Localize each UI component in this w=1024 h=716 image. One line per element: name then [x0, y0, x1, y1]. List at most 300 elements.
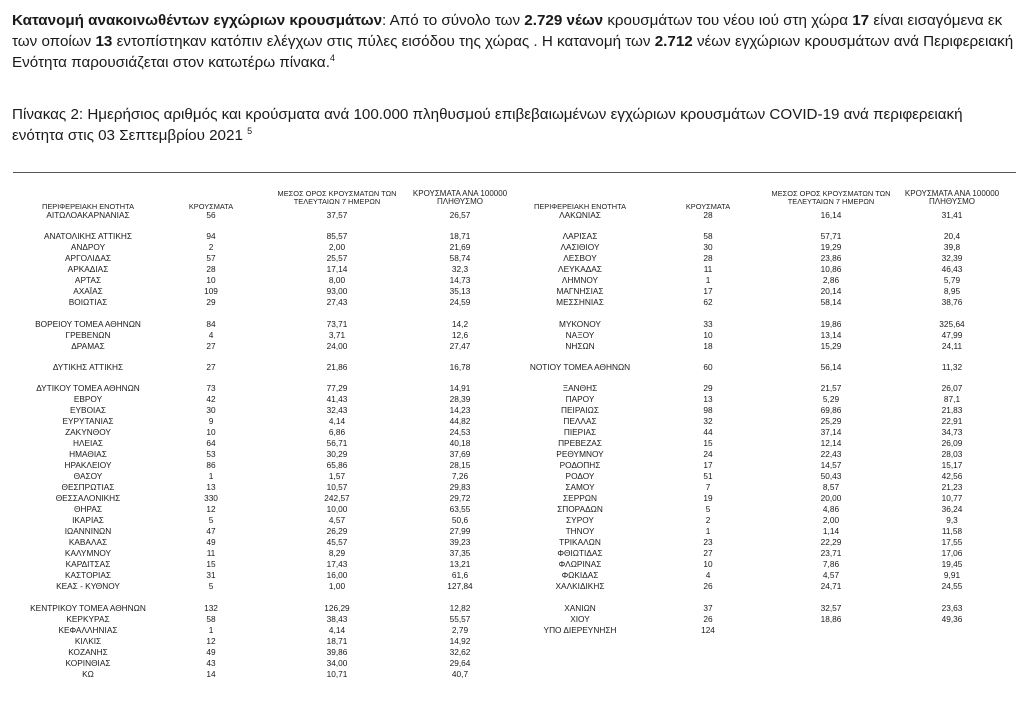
- header-left-region: ΠΕΡΙΦΕΡΕΙΑΚΗ ΕΝΟΤΗΤΑ: [42, 202, 134, 211]
- left-per100k-cell: 27,47: [449, 340, 471, 351]
- right-region-cell: ΦΩΚΙΔΑΣ: [561, 570, 599, 581]
- left-avg7-cell: 17,14: [326, 264, 348, 275]
- left-per100k-cell: 37,69: [449, 449, 471, 460]
- left-cases-cell: 29: [206, 297, 216, 308]
- left-avg7-cell: 10,00: [326, 504, 348, 515]
- right-region-cell: ΥΠΟ ΔΙΕΡΕΥΝΗΣΗ: [543, 624, 617, 635]
- left-region-cell: ΚΑΛΥΜΝΟΥ: [64, 548, 112, 559]
- right-per100k-cell: 28,03: [941, 449, 963, 460]
- right-per100k-cell: 34,73: [941, 427, 963, 438]
- left-per100k-cell: 40,18: [449, 438, 471, 449]
- left-per100k-cell: 29,72: [449, 493, 471, 504]
- right-avg7-cell: 37,14: [820, 427, 842, 438]
- left-cases-cell: 86: [206, 460, 216, 471]
- right-avg7-cell: 4,57: [822, 570, 840, 581]
- right-per100k-cell: 19,45: [941, 559, 963, 570]
- right-region-cell: ΠΡΕΒΕΖΑΣ: [558, 438, 602, 449]
- right-per100k-cell: 9,3: [946, 515, 958, 526]
- left-per100k-cell: 55,57: [449, 613, 471, 624]
- left-per100k-cell: 24,53: [449, 427, 471, 438]
- right-avg7-cell: 20,00: [820, 493, 842, 504]
- intro-text-2: κρουσμάτων του νέου ιού στη χώρα: [603, 12, 853, 29]
- right-per100k-cell: 8,95: [943, 286, 961, 297]
- left-per100k-cell: 12,82: [449, 602, 471, 613]
- left-region-cell: ΗΜΑΘΙΑΣ: [69, 449, 107, 460]
- left-avg7-cell: 3,71: [328, 329, 346, 340]
- right-per100k-cell: 9,91: [943, 570, 961, 581]
- intro-paragraph: [12, 10, 1016, 73]
- left-cases-cell: 1: [208, 471, 214, 482]
- left-avg7-cell: 17,43: [326, 559, 348, 570]
- left-region-cell: ΚΟΡΙΝΘΙΑΣ: [65, 657, 111, 668]
- right-region-cell: ΤΗΝΟΥ: [565, 526, 595, 537]
- left-region-cell: ΒΟΙΩΤΙΑΣ: [68, 297, 108, 308]
- intro-local-count: 2.712: [654, 33, 693, 50]
- right-cases-cell: 28: [703, 253, 713, 264]
- right-avg7-cell: 57,71: [820, 231, 842, 242]
- left-region-cell: ΑΙΤΩΛΟΑΚΑΡΝΑΝΙΑΣ: [46, 210, 130, 220]
- right-per100k-cell: 11,32: [941, 361, 963, 372]
- table-caption: [12, 104, 1016, 146]
- left-per100k-cell: 127,84: [447, 581, 473, 592]
- left-cases-cell: 28: [206, 264, 216, 275]
- left-per100k-cell: 58,74: [449, 253, 471, 264]
- right-cases-cell: 13: [703, 394, 713, 405]
- left-avg7-cell: 4,14: [328, 416, 346, 427]
- right-avg7-cell: 15,29: [820, 340, 842, 351]
- left-avg7-cell: 8,00: [328, 275, 346, 286]
- left-per100k-cell: 14,91: [449, 383, 471, 394]
- left-avg7-cell: 4,57: [328, 515, 346, 526]
- left-per100k-cell: 2,79: [451, 624, 469, 635]
- left-cases-cell: 49: [206, 537, 216, 548]
- right-cases-cell: 17: [703, 286, 713, 297]
- right-per100k-cell: 22,91: [941, 416, 963, 427]
- right-avg7-cell: 10,86: [820, 264, 842, 275]
- left-per100k-cell: 29,83: [449, 482, 471, 493]
- right-avg7-cell: 4,86: [822, 504, 840, 515]
- right-region-cell: ΣΕΡΡΩΝ: [563, 493, 597, 504]
- right-cases-cell: 124: [701, 624, 715, 635]
- right-cases-cell: 18: [703, 340, 713, 351]
- left-per100k-cell: 27,99: [449, 526, 471, 537]
- left-region-cell: ΚΑΒΑΛΑΣ: [68, 537, 108, 548]
- left-per100k-cell: 32,62: [449, 646, 471, 657]
- right-per100k-cell: 87,1: [943, 394, 961, 405]
- left-region-cell: ΚΙΛΚΙΣ: [74, 635, 102, 646]
- right-per100k-cell: 23,63: [941, 602, 963, 613]
- right-cases-cell: 19: [703, 493, 713, 504]
- right-avg7-cell: 24,71: [820, 581, 842, 592]
- left-cases-cell: 2: [208, 242, 214, 253]
- left-per100k-cell: 14,2: [451, 318, 469, 329]
- left-per100k-cell: 7,26: [451, 471, 469, 482]
- right-avg7-cell: 16,14: [820, 210, 842, 220]
- left-per100k-cell: 37,35: [449, 548, 471, 559]
- left-per100k-cell: 24,59: [449, 297, 471, 308]
- left-cases-cell: 10: [206, 427, 216, 438]
- left-per100k-cell: 28,39: [449, 394, 471, 405]
- intro-text-4: εντοπίστηκαν κατόπιν ελέγχων στις πύλες εισόδου της χώρας . Η κατανομή των: [112, 33, 655, 50]
- left-avg7-cell: 39,86: [326, 646, 348, 657]
- right-cases-cell: 1: [705, 275, 711, 286]
- right-cases-cell: 27: [703, 548, 713, 559]
- right-cases-cell: 2: [705, 515, 711, 526]
- left-cases-cell: 5: [208, 581, 214, 592]
- right-cases-cell: 51: [703, 471, 713, 482]
- right-avg7-cell: 32,57: [820, 602, 842, 613]
- left-region-cell: ΕΒΡΟΥ: [73, 394, 103, 405]
- right-cases-cell: 62: [703, 297, 713, 308]
- left-cases-cell: 15: [206, 559, 216, 570]
- left-cases-cell: 53: [206, 449, 216, 460]
- right-per100k-cell: 46,43: [941, 264, 963, 275]
- right-cases-cell: 28: [703, 210, 713, 220]
- header-right-per100k: ΚΡΟΥΣΜΑΤΑ ΑΝΑ 100000 ΠΛΗΘΥΣΜΟ: [904, 189, 1000, 207]
- left-region-cell: ΙΩΑΝΝΙΝΩΝ: [64, 526, 112, 537]
- table-top-rule: [13, 172, 1016, 173]
- right-region-cell: ΡΟΔΟΠΗΣ: [559, 460, 601, 471]
- left-region-cell: ΖΑΚΥΝΘΟΥ: [65, 427, 111, 438]
- left-per100k-cell: 35,13: [449, 286, 471, 297]
- left-cases-cell: 132: [204, 602, 218, 613]
- left-cases-cell: 12: [206, 504, 216, 515]
- right-cases-cell: 7: [705, 482, 711, 493]
- right-region-cell: ΧΙΟΥ: [570, 613, 590, 624]
- left-per100k-cell: 28,15: [449, 460, 471, 471]
- header-right-avg7: ΜΕΣΟΣ ΟΡΟΣ ΚΡΟΥΣΜΑΤΩΝ ΤΩΝ ΤΕΛΕΥΤΑΙΩΝ 7 ΗΜΕΡΩΝ: [771, 189, 891, 207]
- right-region-cell: ΦΘΙΩΤΙΔΑΣ: [557, 548, 603, 559]
- left-cases-cell: 31: [206, 570, 216, 581]
- left-cases-cell: 94: [206, 231, 216, 242]
- right-avg7-cell: 56,14: [820, 361, 842, 372]
- left-per100k-cell: 14,73: [449, 275, 471, 286]
- right-region-cell: ΜΑΓΝΗΣΙΑΣ: [556, 286, 604, 297]
- right-region-cell: ΛΕΣΒΟΥ: [563, 253, 597, 264]
- left-region-cell: ΘΑΣΟΥ: [73, 471, 103, 482]
- left-per100k-cell: 26,57: [449, 210, 471, 220]
- right-per100k-cell: 15,17: [941, 460, 963, 471]
- right-region-cell: ΧΑΝΙΩΝ: [564, 602, 596, 613]
- left-region-cell: ΗΡΑΚΛΕΙΟΥ: [64, 460, 112, 471]
- left-avg7-cell: 21,86: [326, 361, 348, 372]
- left-cases-cell: 47: [206, 526, 216, 537]
- left-cases-cell: 11: [206, 548, 216, 559]
- left-region-cell: ΒΟΡΕΙΟΥ ΤΟΜΕΑ ΑΘΗΝΩΝ: [35, 318, 141, 329]
- left-cases-cell: 12: [206, 635, 216, 646]
- right-per100k-cell: 26,09: [941, 438, 963, 449]
- right-cases-cell: 5: [705, 504, 711, 515]
- right-avg7-cell: 21,57: [820, 383, 842, 394]
- left-region-cell: ΘΕΣΣΑΛΟΝΙΚΗΣ: [55, 493, 121, 504]
- right-avg7-cell: 69,86: [820, 405, 842, 416]
- left-region-cell: ΚΕΑΣ - ΚΥΘΝΟΥ: [56, 581, 120, 592]
- left-region-cell: ΚΕΦΑΛΛΗΝΙΑΣ: [58, 624, 118, 635]
- left-region-cell: ΚΩ: [82, 668, 94, 679]
- right-per100k-cell: 38,76: [941, 297, 963, 308]
- header-left-avg7: ΜΕΣΟΣ ΟΡΟΣ ΚΡΟΥΣΜΑΤΩΝ ΤΩΝ ΤΕΛΕΥΤΑΙΩΝ 7 ΗΜΕΡΩΝ: [277, 189, 397, 207]
- right-cases-cell: 30: [703, 242, 713, 253]
- left-avg7-cell: 85,57: [326, 231, 348, 242]
- left-region-cell: ΑΝΑΤΟΛΙΚΗΣ ΑΤΤΙΚΗΣ: [43, 231, 133, 242]
- right-cases-cell: 10: [703, 559, 713, 570]
- left-avg7-cell: 126,29: [324, 602, 350, 613]
- left-cases-cell: 57: [206, 253, 216, 264]
- left-region-cell: ΘΗΡΑΣ: [73, 504, 103, 515]
- left-avg7-cell: 2,00: [328, 242, 346, 253]
- left-per100k-cell: 39,23: [449, 537, 471, 548]
- left-cases-cell: 14: [206, 668, 216, 679]
- header-right-region: ΠΕΡΙΦΕΡΕΙΑΚΗ ΕΝΟΤΗΤΑ: [534, 202, 626, 211]
- left-cases-cell: 84: [206, 318, 216, 329]
- right-per100k-cell: 21,83: [941, 405, 963, 416]
- right-avg7-cell: 2,86: [822, 275, 840, 286]
- right-region-cell: ΜΕΣΣΗΝΙΑΣ: [556, 297, 604, 308]
- left-per100k-cell: 32,3: [451, 264, 469, 275]
- right-cases-cell: 24: [703, 449, 713, 460]
- intro-text-3: είναι εισαγόμενα εκ των οποίων: [12, 12, 1003, 50]
- right-avg7-cell: 23,71: [820, 548, 842, 559]
- left-region-cell: ΑΡΚΑΔΙΑΣ: [67, 264, 109, 275]
- right-region-cell: ΞΑΝΘΗΣ: [562, 383, 598, 394]
- right-per100k-cell: 36,24: [941, 504, 963, 515]
- right-avg7-cell: 18,86: [820, 613, 842, 624]
- right-avg7-cell: 5,29: [822, 394, 840, 405]
- left-cases-cell: 330: [204, 493, 218, 504]
- right-per100k-cell: 17,55: [941, 537, 963, 548]
- left-region-cell: ΚΟΖΑΝΗΣ: [68, 646, 108, 657]
- right-cases-cell: 26: [703, 613, 713, 624]
- right-cases-cell: 60: [703, 361, 713, 372]
- left-per100k-cell: 13,21: [449, 559, 471, 570]
- right-avg7-cell: 7,86: [822, 559, 840, 570]
- left-per100k-cell: 18,71: [449, 231, 471, 242]
- right-avg7-cell: 2,00: [822, 515, 840, 526]
- intro-footnote: 4: [329, 52, 335, 63]
- right-cases-cell: 33: [703, 318, 713, 329]
- left-cases-cell: 73: [206, 383, 216, 394]
- left-region-cell: ΙΚΑΡΙΑΣ: [72, 515, 104, 526]
- left-avg7-cell: 41,43: [326, 394, 348, 405]
- right-avg7-cell: 1,14: [822, 526, 840, 537]
- left-cases-cell: 64: [206, 438, 216, 449]
- left-avg7-cell: 1,57: [328, 471, 346, 482]
- right-cases-cell: 98: [703, 405, 713, 416]
- right-cases-cell: 10: [703, 329, 713, 340]
- left-per100k-cell: 21,69: [449, 242, 471, 253]
- right-per100k-cell: 10,77: [941, 493, 963, 504]
- left-region-cell: ΚΑΡΔΙΤΣΑΣ: [65, 559, 111, 570]
- left-per100k-cell: 14,23: [449, 405, 471, 416]
- left-cases-cell: 10: [206, 275, 216, 286]
- right-cases-cell: 26: [703, 581, 713, 592]
- left-per100k-cell: 14,92: [449, 635, 471, 646]
- left-region-cell: ΑΡΤΑΣ: [74, 275, 102, 286]
- right-avg7-cell: 19,29: [820, 242, 842, 253]
- left-region-cell: ΕΥΒΟΙΑΣ: [69, 405, 107, 416]
- left-cases-cell: 13: [206, 482, 216, 493]
- intro-total-count: 2.729: [524, 12, 563, 29]
- right-cases-cell: 32: [703, 416, 713, 427]
- left-avg7-cell: 30,29: [326, 449, 348, 460]
- left-region-cell: ΓΡΕΒΕΝΩΝ: [65, 329, 111, 340]
- right-cases-cell: 23: [703, 537, 713, 548]
- right-per100k-cell: 49,36: [941, 613, 963, 624]
- right-per100k-cell: 26,07: [941, 383, 963, 394]
- intro-border-count: 13: [95, 33, 113, 50]
- left-avg7-cell: 38,43: [326, 613, 348, 624]
- right-region-cell: ΣΑΜΟΥ: [565, 482, 595, 493]
- right-per100k-cell: 24,55: [941, 581, 963, 592]
- left-per100k-cell: 40,7: [451, 668, 469, 679]
- left-region-cell: ΑΡΓΟΛΙΔΑΣ: [65, 253, 111, 264]
- left-avg7-cell: 93,00: [326, 286, 348, 297]
- right-avg7-cell: 25,29: [820, 416, 842, 427]
- right-region-cell: ΤΡΙΚΑΛΩΝ: [559, 537, 601, 548]
- right-region-cell: ΠΙΕΡΙΑΣ: [563, 427, 597, 438]
- right-avg7-cell: 12,14: [820, 438, 842, 449]
- left-region-cell: ΗΛΕΙΑΣ: [72, 438, 104, 449]
- right-per100k-cell: 31,41: [941, 210, 963, 220]
- left-avg7-cell: 8,29: [328, 548, 346, 559]
- left-region-cell: ΚΕΡΚΥΡΑΣ: [66, 613, 110, 624]
- right-per100k-cell: 32,39: [941, 253, 963, 264]
- left-per100k-cell: 44,82: [449, 416, 471, 427]
- left-avg7-cell: 18,71: [326, 635, 348, 646]
- right-per100k-cell: 47,99: [941, 329, 963, 340]
- left-cases-cell: 56: [206, 210, 216, 220]
- intro-imported-count: 17: [852, 12, 870, 29]
- left-region-cell: ΔΥΤΙΚΗΣ ΑΤΤΙΚΗΣ: [52, 361, 124, 372]
- left-per100k-cell: 29,64: [449, 657, 471, 668]
- left-region-cell: ΔΥΤΙΚΟΥ ΤΟΜΕΑ ΑΘΗΝΩΝ: [36, 383, 140, 394]
- right-region-cell: ΛΑΡΙΣΑΣ: [562, 231, 598, 242]
- right-region-cell: ΣΥΡΟΥ: [566, 515, 594, 526]
- left-per100k-cell: 61,6: [451, 570, 469, 581]
- left-cases-cell: 58: [206, 613, 216, 624]
- left-per100k-cell: 63,55: [449, 504, 471, 515]
- right-per100k-cell: 325,64: [939, 318, 965, 329]
- right-region-cell: ΛΕΥΚΑΔΑΣ: [558, 264, 602, 275]
- right-cases-cell: 4: [705, 570, 711, 581]
- right-avg7-cell: 8,57: [822, 482, 840, 493]
- left-cases-cell: 4: [208, 329, 214, 340]
- right-cases-cell: 44: [703, 427, 713, 438]
- left-avg7-cell: 25,57: [326, 253, 348, 264]
- left-per100k-cell: 12,6: [451, 329, 469, 340]
- right-region-cell: ΡΕΘΥΜΝΟΥ: [556, 449, 604, 460]
- table-caption-footnote: 5: [247, 125, 253, 136]
- left-per100k-cell: 50,6: [451, 515, 469, 526]
- right-avg7-cell: 20,14: [820, 286, 842, 297]
- left-region-cell: ΕΥΡΥΤΑΝΙΑΣ: [62, 416, 114, 427]
- left-avg7-cell: 26,29: [326, 526, 348, 537]
- header-left-per100k: ΚΡΟΥΣΜΑΤΑ ΑΝΑ 100000 ΠΛΗΘΥΣΜΟ: [412, 189, 508, 207]
- left-cases-cell: 5: [208, 515, 214, 526]
- header-left-cases: ΚΡΟΥΣΜΑΤΑ: [188, 202, 234, 211]
- left-region-cell: ΘΕΣΠΡΩΤΙΑΣ: [61, 482, 115, 493]
- left-region-cell: ΚΕΝΤΡΙΚΟΥ ΤΟΜΕΑ ΑΘΗΝΩΝ: [30, 602, 146, 613]
- left-cases-cell: 43: [206, 657, 216, 668]
- left-avg7-cell: 10,57: [326, 482, 348, 493]
- table-caption-text: Πίνακας 2: Ημερήσιος αριθμός και κρούσματα ανά 100.000 πληθυσμού επιβεβαιωμένων εγχώριων κρουσμάτων COVID-19 ανά περιφερειακή ενότητα στις 03 Σεπτεμβρίου 2021: [12, 106, 963, 144]
- left-per100k-cell: 16,78: [449, 361, 471, 372]
- intro-text-5: νέων εγχώριων κρουσμάτων ανά Περιφερειακή Ενότητα παρουσιάζεται στον κατωτέρω πίνακα.: [12, 33, 1014, 71]
- right-avg7-cell: 13,14: [820, 329, 842, 340]
- left-avg7-cell: 34,00: [326, 657, 348, 668]
- left-cases-cell: 109: [204, 286, 218, 297]
- right-region-cell: ΣΠΟΡΑΔΩΝ: [557, 504, 603, 515]
- right-region-cell: ΠΑΡΟΥ: [565, 394, 595, 405]
- right-region-cell: ΠΕΙΡΑΙΩΣ: [561, 405, 599, 416]
- left-avg7-cell: 37,57: [326, 210, 348, 220]
- right-cases-cell: 29: [703, 383, 713, 394]
- left-avg7-cell: 10,71: [326, 668, 348, 679]
- left-avg7-cell: 77,29: [326, 383, 348, 394]
- left-avg7-cell: 16,00: [326, 570, 348, 581]
- right-avg7-cell: 14,57: [820, 460, 842, 471]
- right-per100k-cell: 17,06: [941, 548, 963, 559]
- left-avg7-cell: 242,57: [324, 493, 350, 504]
- right-region-cell: ΝΗΣΩΝ: [565, 340, 595, 351]
- left-region-cell: ΚΑΣΤΟΡΙΑΣ: [64, 570, 112, 581]
- right-region-cell: ΧΑΛΚΙΔΙΚΗΣ: [555, 581, 605, 592]
- header-right-cases: ΚΡΟΥΣΜΑΤΑ: [685, 202, 731, 211]
- left-cases-cell: 9: [208, 416, 214, 427]
- left-avg7-cell: 56,71: [326, 438, 348, 449]
- right-region-cell: ΛΗΜΝΟΥ: [561, 275, 599, 286]
- right-cases-cell: 37: [703, 602, 713, 613]
- intro-text-1: : Από το σύνολο των: [382, 12, 525, 29]
- left-region-cell: ΑΧΑΪΑΣ: [73, 286, 103, 297]
- right-cases-cell: 58: [703, 231, 713, 242]
- right-per100k-cell: 11,58: [941, 526, 963, 537]
- left-cases-cell: 42: [206, 394, 216, 405]
- left-avg7-cell: 27,43: [326, 297, 348, 308]
- left-avg7-cell: 1,00: [328, 581, 346, 592]
- left-cases-cell: 27: [206, 361, 216, 372]
- right-per100k-cell: 5,79: [943, 275, 961, 286]
- right-cases-cell: 1: [705, 526, 711, 537]
- right-avg7-cell: 22,29: [820, 537, 842, 548]
- right-cases-cell: 17: [703, 460, 713, 471]
- right-region-cell: ΛΑΚΩΝΙΑΣ: [559, 210, 601, 220]
- left-avg7-cell: 65,86: [326, 460, 348, 471]
- left-avg7-cell: 73,71: [326, 318, 348, 329]
- left-avg7-cell: 4,14: [328, 624, 346, 635]
- right-per100k-cell: 42,56: [941, 471, 963, 482]
- left-avg7-cell: 6,86: [328, 427, 346, 438]
- right-region-cell: ΦΛΩΡΙΝΑΣ: [558, 559, 602, 570]
- right-region-cell: ΝΟΤΙΟΥ ΤΟΜΕΑ ΑΘΗΝΩΝ: [529, 361, 631, 372]
- right-cases-cell: 15: [703, 438, 713, 449]
- left-cases-cell: 30: [206, 405, 216, 416]
- left-region-cell: ΔΡΑΜΑΣ: [71, 340, 105, 351]
- right-avg7-cell: 22,43: [820, 449, 842, 460]
- left-region-cell: ΑΝΔΡΟΥ: [70, 242, 106, 253]
- right-avg7-cell: 50,43: [820, 471, 842, 482]
- right-region-cell: ΡΟΔΟΥ: [565, 471, 595, 482]
- left-cases-cell: 49: [206, 646, 216, 657]
- right-region-cell: ΜΥΚΟΝΟΥ: [559, 318, 601, 329]
- right-avg7-cell: 19,86: [820, 318, 842, 329]
- right-cases-cell: 11: [703, 264, 713, 275]
- right-region-cell: ΝΑΞΟΥ: [565, 329, 595, 340]
- left-cases-cell: 27: [206, 340, 216, 351]
- right-per100k-cell: 24,11: [941, 340, 963, 351]
- right-per100k-cell: 20,4: [943, 231, 961, 242]
- intro-bold-lead: Κατανομή ανακοινωθέντων εγχώριων κρουσμάτων: [12, 12, 383, 29]
